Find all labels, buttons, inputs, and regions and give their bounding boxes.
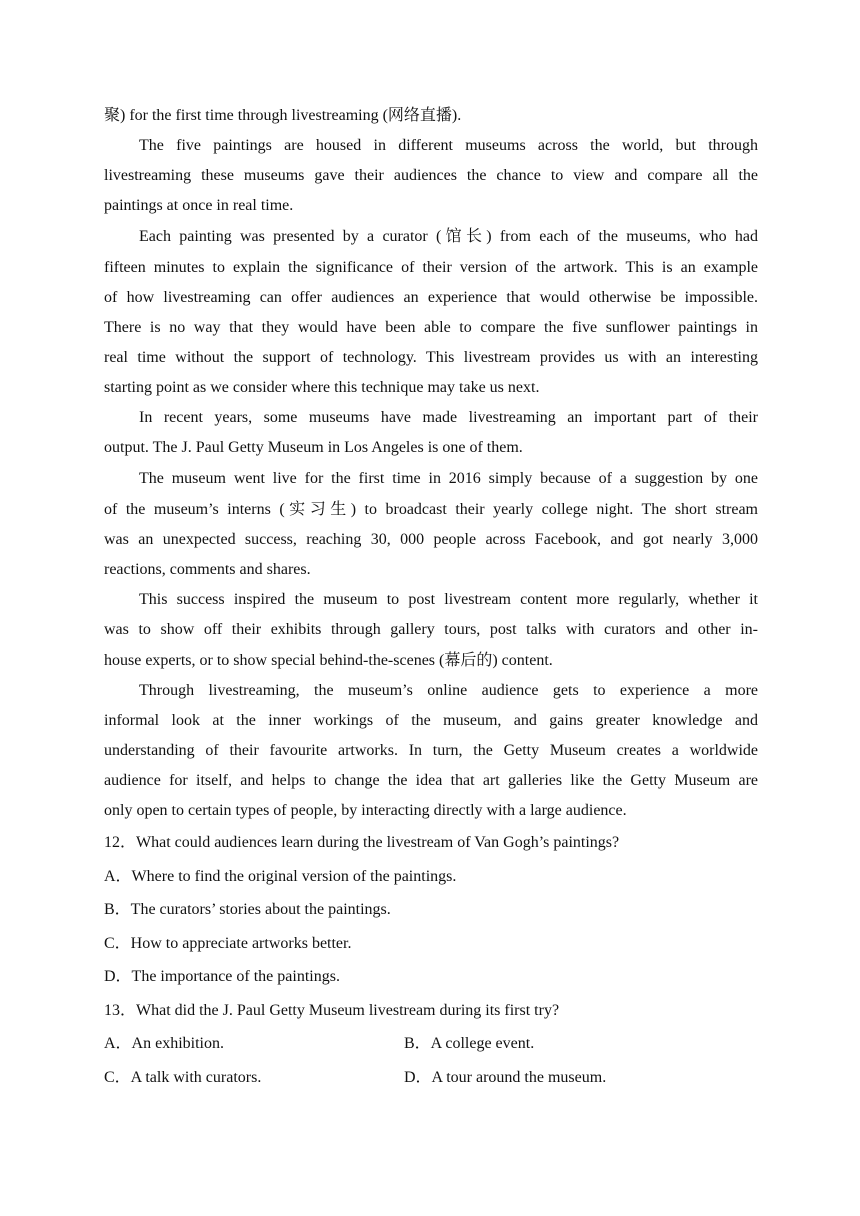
- paragraph-6: [104, 676, 758, 826]
- answer-option-d[interactable]: D．A tour around the museum.: [404, 1068, 607, 1086]
- text-line: Through livestreaming, the museum’s online audience gets to experience a more: [139, 682, 758, 699]
- text-line: understanding of their favourite artworks. In turn, the Getty Museum creates a worldwide: [104, 742, 758, 759]
- text-line: Each painting was presented by a curator (馆长) from each of the museums, who had: [139, 228, 758, 245]
- answer-option-c[interactable]: C．How to appreciate artworks better.: [104, 934, 352, 952]
- text-line: of the museum’s interns (实习生) to broadcast their yearly college night. The short stream: [104, 501, 758, 518]
- text-line: was to show off their exhibits through gallery tours, post talks with curators and other in-: [104, 621, 758, 638]
- paragraph-4: [104, 463, 758, 585]
- text-line: only open to certain types of people, by interacting directly with a large audience.: [104, 802, 627, 819]
- answer-option-a[interactable]: A．An exhibition.: [104, 1035, 224, 1052]
- answer-option-c[interactable]: C．A talk with curators.: [104, 1068, 262, 1086]
- passage-continuation: 聚) for the first time through livestreaming (网络直播).: [104, 107, 462, 124]
- answer-option-a[interactable]: A．Where to find the original version of the paintings.: [104, 867, 457, 885]
- text-line: of how livestreaming can offer audiences an experience that would otherwise be impossible.: [104, 289, 758, 306]
- option-row: [104, 1061, 758, 1095]
- text-line: real time without the support of technology. This livestream provides us with an interesting: [104, 349, 758, 366]
- text-line: output. The J. Paul Getty Museum in Los Angeles is one of them.: [104, 439, 523, 456]
- text-line: was an unexpected success, reaching 30, 000 people across Facebook, and got nearly 3,000: [104, 531, 758, 548]
- text-line: informal look at the inner workings of the museum, and gains greater knowledge and: [104, 712, 758, 729]
- paragraph-5: [104, 585, 758, 676]
- question-12: [104, 826, 758, 994]
- answer-option-d[interactable]: D．The importance of the paintings.: [104, 968, 340, 985]
- paragraph-1: [104, 131, 758, 221]
- question-stem: 13．What did the J. Paul Getty Museum livestream during its first try?: [104, 1001, 560, 1019]
- answer-option-b[interactable]: B．The curators’ stories about the paintings.: [104, 901, 391, 918]
- text-line: The museum went live for the first time in 2016 simply because of a suggestion by one: [139, 470, 758, 487]
- question-13: [104, 994, 758, 1095]
- paragraph-2: [104, 221, 758, 403]
- paragraph-3: [104, 403, 758, 463]
- text-line: fifteen minutes to explain the significance of their version of the artwork. This is an example: [104, 259, 758, 276]
- text-line: house experts, or to show special behind-the-scenes (幕后的) content.: [104, 652, 553, 669]
- answer-option-b[interactable]: B．A college event.: [404, 1035, 535, 1052]
- text-line: In recent years, some museums have made livestreaming an important part of their: [139, 409, 758, 426]
- document-page: [104, 101, 758, 1094]
- text-line: starting point as we consider where this technique may take us next.: [104, 379, 540, 396]
- option-row: [104, 1027, 758, 1061]
- text-line: audience for itself, and helps to change the idea that art galleries like the Getty Museum are: [104, 772, 758, 789]
- text-line: paintings at once in real time.: [104, 197, 294, 214]
- question-stem: 12．What could audiences learn during the livestream of Van Gogh’s paintings?: [104, 834, 620, 851]
- text-line: The five paintings are housed in different museums across the world, but through: [139, 137, 758, 154]
- text-line: livestreaming these museums gave their audiences the chance to view and compare all the: [104, 167, 758, 184]
- text-line: reactions, comments and shares.: [104, 561, 311, 578]
- text-line: There is no way that they would have been able to compare the five sunflower paintings in: [104, 319, 758, 336]
- text-line: This success inspired the museum to post livestream content more regularly, whether it: [139, 591, 758, 608]
